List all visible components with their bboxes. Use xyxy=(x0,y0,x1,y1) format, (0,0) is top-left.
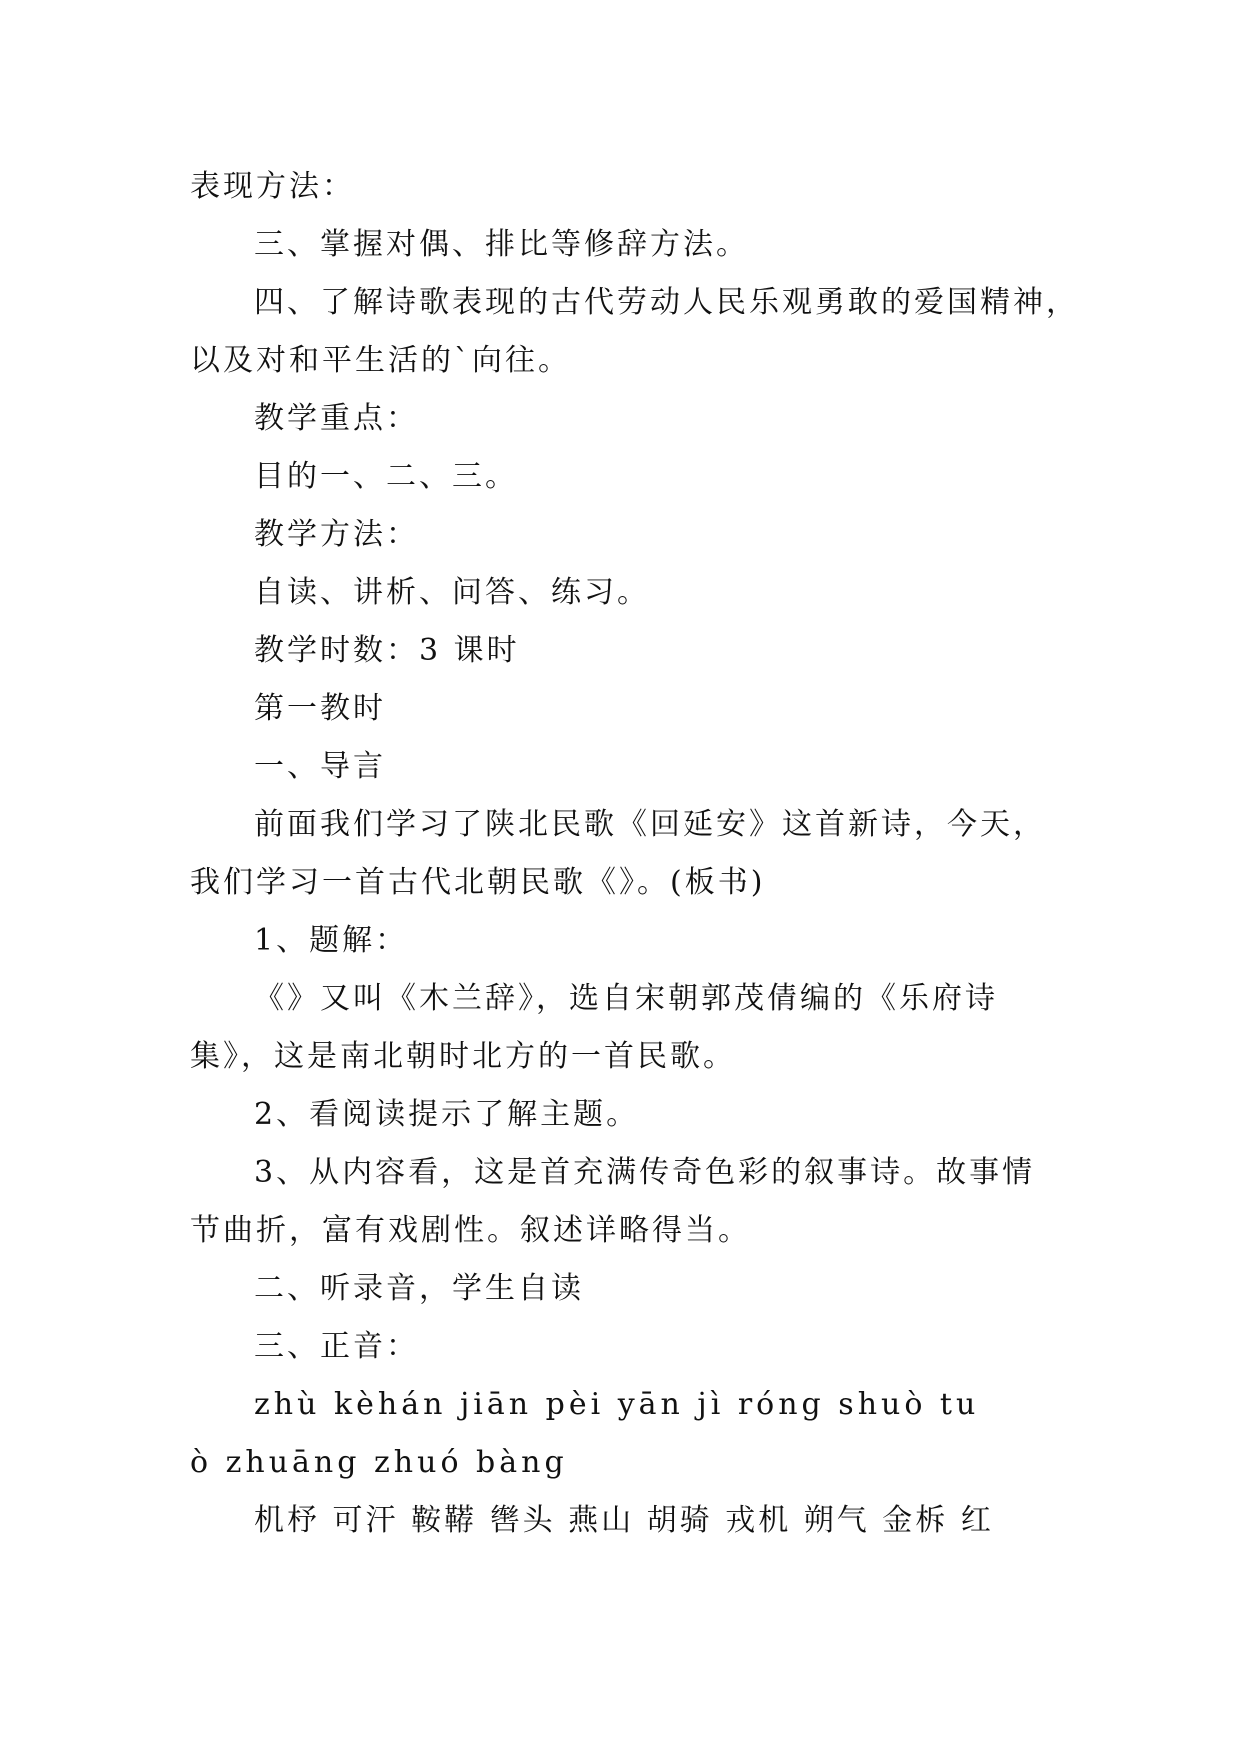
text-line: 1、题解： xyxy=(254,923,409,958)
text-line: 前面我们学习了陕北民歌《回延安》这首新诗，今天， xyxy=(254,807,1046,842)
text-line: 四、了解诗歌表现的古代劳动人民乐观勇敢的爱国精神， xyxy=(254,285,1079,320)
text-line: 机杼 可汗 鞍鞯 辔头 燕山 胡骑 戎机 朔气 金柝 红 xyxy=(254,1503,994,1538)
text-line: 教学方法： xyxy=(254,517,419,552)
text-line: 自读、讲析、问答、练习。 xyxy=(254,575,650,610)
text-line: 三、掌握对偶、排比等修辞方法。 xyxy=(254,227,749,262)
text-line: 集》，这是南北朝时北方的一首民歌。 xyxy=(190,1039,736,1074)
text-line: 3、从内容看，这是首充满传奇色彩的叙事诗。故事情 xyxy=(254,1155,1036,1190)
text-line: 目的一、二、三。 xyxy=(254,459,518,494)
text-line: 第一教时 xyxy=(254,691,386,726)
text-line: 我们学习一首古代北朝民歌《》。(板书) xyxy=(190,865,766,900)
text-line: 三、正音： xyxy=(254,1329,419,1364)
text-line: 表现方法： xyxy=(190,169,355,204)
text-line: 一、导言 xyxy=(254,749,386,784)
text-line: 二、听录音，学生自读 xyxy=(254,1271,584,1306)
text-line: 2、看阅读提示了解主题。 xyxy=(254,1097,640,1132)
text-line: 教学重点： xyxy=(254,401,419,436)
text-line: 教学时数：3 课时 xyxy=(254,633,520,668)
text-line: 节曲折，富有戏剧性。叙述详略得当。 xyxy=(190,1213,751,1248)
text-line: 以及对和平生活的`向往。 xyxy=(190,343,571,378)
document-body xyxy=(190,158,1079,1550)
text-line: 《》又叫《木兰辞》，选自宋朝郭茂倩编的《乐府诗 xyxy=(254,981,998,1016)
pinyin-line: ò zhuāng zhuó bàng xyxy=(190,1445,568,1480)
pinyin-line: zhù kèhán jiān pèi yān jì róng shuò tu xyxy=(254,1387,980,1422)
